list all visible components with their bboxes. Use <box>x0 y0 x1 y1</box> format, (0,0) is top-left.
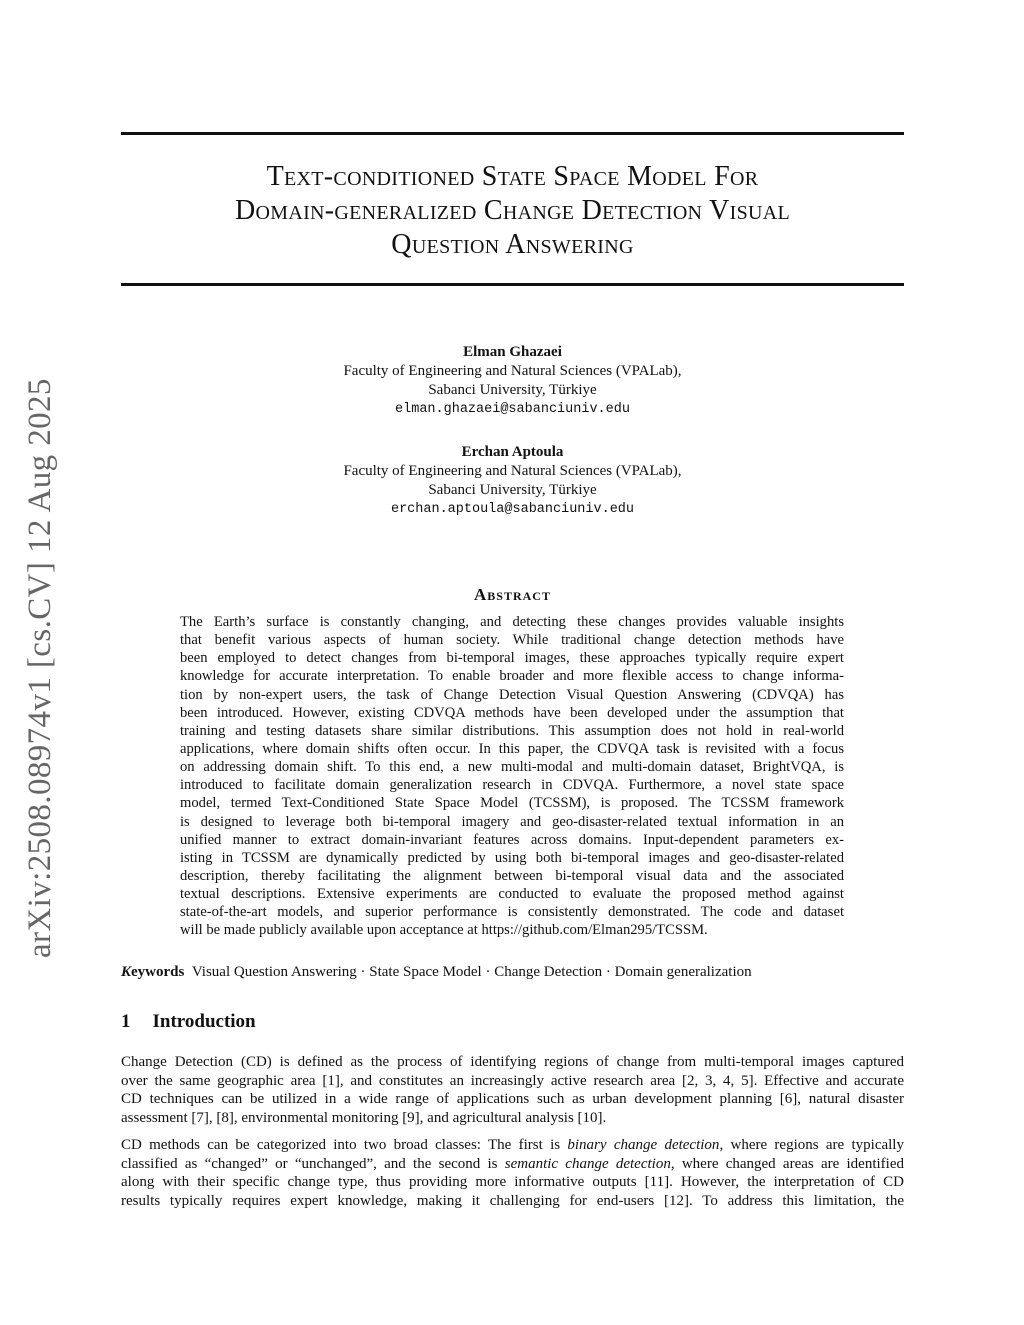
text-run: classified as “changed” or “unchanged”, and the second is <box>121 1155 505 1172</box>
author-name: Elman Ghazaei <box>463 344 562 360</box>
author-university: Sabanci University, Türkiye <box>428 382 597 398</box>
abstract-line: that benefit various aspects of human society. While traditional change detection methods have <box>180 632 844 649</box>
abstract-body <box>180 613 844 940</box>
abstract-line: isting in TCSSM are dynamically predicted by using both bi-temporal images and geo-disaster-related <box>180 849 844 866</box>
text-line <box>121 1136 904 1155</box>
text-run: , where regions are typically <box>719 1137 904 1153</box>
abstract-heading: Abstract <box>474 585 551 604</box>
intro-paragraph-2 <box>121 1136 904 1210</box>
top-rule <box>121 132 904 135</box>
abstract-line: on addressing domain shift. To this end, a new multi-modal and multi-domain dataset, BrightVQA, is <box>180 759 844 776</box>
section-title: Introduction <box>152 1011 256 1032</box>
abstract-line: unified manner to extract domain-invariant features across domains. Input-dependent parameters ex- <box>180 831 844 848</box>
author-block <box>121 443 904 519</box>
title-line: Text-conditioned State Space Model For <box>266 161 759 192</box>
abstract-line: introduced to facilitate domain generalization research in CDVQA. Furthermore, a novel state space <box>180 777 844 794</box>
author-email[interactable]: erchan.aptoula@sabanciuniv.edu <box>390 502 635 517</box>
abstract-line: model, termed Text-Conditioned State Space Model (TCSSM), is proposed. The TCSSM framework <box>180 795 844 812</box>
text-line: Change Detection (CD) is defined as the process of identifying regions of change from multi-temporal images captured <box>121 1054 904 1070</box>
text-line: CD techniques can be utilized in a wide range of applications such as urban development planning [6], natural disaster <box>121 1091 904 1107</box>
text-line: along with their specific change type, thus providing more informative outputs [11]. However, the interpretation of CD <box>121 1174 904 1190</box>
arxiv-stamp: arXiv:2508.08974v1 [cs.CV] 12 Aug 2025 <box>22 378 58 958</box>
text-run: , where changed areas are identified <box>670 1155 904 1172</box>
abstract-line: The Earth’s surface is constantly changing, and detecting these changes provides valuable insights <box>180 614 844 630</box>
abstract-line: is designed to leverage both bi-temporal imagery and geo-disaster-related textual information in an <box>180 813 844 830</box>
section-heading <box>121 1011 256 1033</box>
bottom-rule <box>121 283 904 286</box>
author-affiliation: Faculty of Engineering and Natural Sciences (VPALab), <box>343 463 682 479</box>
author-affiliation: Faculty of Engineering and Natural Sciences (VPALab), <box>343 363 682 379</box>
keywords-label-rest: eywords <box>131 964 185 980</box>
abstract-line: will be made publicly available upon acceptance at https://github.com/Elman295/TCSSM. <box>180 922 708 939</box>
paper-title <box>121 160 904 262</box>
abstract-line: description, thereby facilitating the alignment between bi-temporal visual data and the associated <box>180 867 844 884</box>
section-number: 1 <box>121 1011 131 1032</box>
intro-paragraph-1 <box>121 1053 904 1127</box>
abstract-line: been employed to detect changes from bi-temporal images, these approaches typically require expert <box>180 650 844 667</box>
author-university: Sabanci University, Türkiye <box>428 482 597 498</box>
keywords-line <box>121 964 752 981</box>
author-email[interactable]: elman.ghazaei@sabanciuniv.edu <box>395 402 630 417</box>
abstract-line: tion by non-expert users, the task of Change Detection Visual Question Answering (CDVQA) has <box>180 686 844 703</box>
keywords-text: Visual Question Answering · State Space Model · Change Detection · Domain generalization <box>191 964 752 980</box>
text-line: assessment [7], [8], environmental monitoring [9], and agricultural analysis [10]. <box>121 1109 607 1126</box>
author-list <box>121 343 904 543</box>
abstract-line: applications, where domain shifts often occur. In this paper, the CDVQA task is revisited with a focus <box>180 740 844 757</box>
title-line: Domain-generalized Change Detection Visual <box>234 195 791 226</box>
author-block <box>121 343 904 419</box>
author-name: Erchan Aptoula <box>461 444 564 460</box>
emphasis-semantic-cd: semantic change detection <box>504 1155 671 1172</box>
text-line <box>121 1155 904 1174</box>
emphasis-binary-cd: binary change detection <box>567 1137 720 1153</box>
abstract-line: knowledge for accurate interpretation. To enable broader and more flexible access to change informa- <box>180 668 844 685</box>
text-line: over the same geographic area [1], and constitutes an increasingly active research area [2, 3, 4, 5]. Effective and accurate <box>121 1072 904 1089</box>
keywords-label <box>121 964 184 980</box>
keywords-label-initial: K <box>121 964 132 980</box>
abstract-line: been introduced. However, existing CDVQA methods have been developed under the assumption that <box>180 704 844 721</box>
abstract-line: state-of-the-art models, and superior performance is consistently demonstrated. The code and dataset <box>180 904 844 921</box>
abstract-line: textual descriptions. Extensive experiments are conducted to evaluate the proposed method against <box>180 886 844 903</box>
text-line: results typically requires expert knowledge, making it challenging for end-users [12]. To address this limitation, the <box>121 1192 904 1209</box>
title-line: Question Answering <box>391 229 634 260</box>
text-run: CD methods can be categorized into two broad classes: The first is <box>121 1137 568 1153</box>
abstract-line: training and testing datasets share similar distributions. This assumption does not hold in real-world <box>180 722 844 739</box>
